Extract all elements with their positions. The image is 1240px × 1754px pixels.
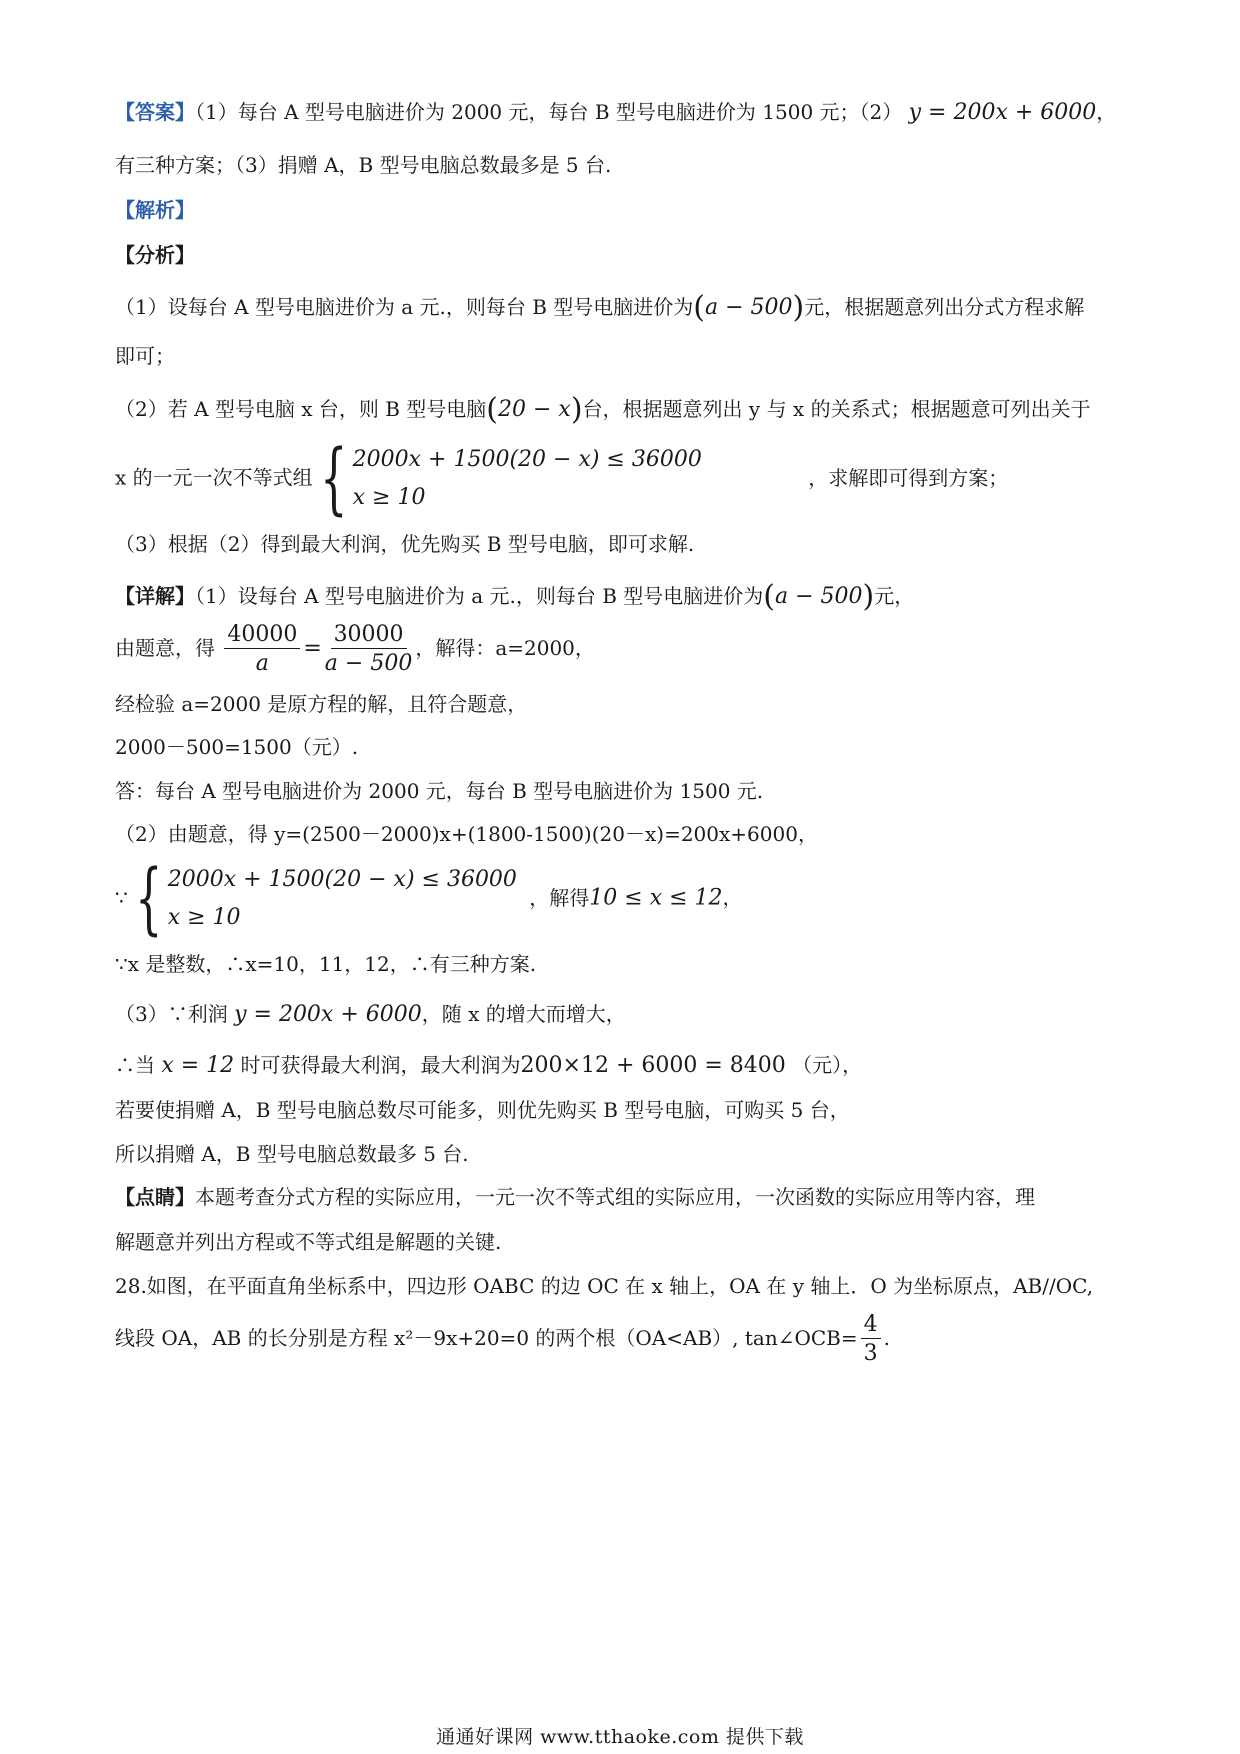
detail-s4: 2000－500=1500（元）. — [115, 735, 359, 759]
paren-close: ) — [862, 579, 875, 614]
detail-s7-tail: ， — [722, 885, 743, 910]
detail-s1-text: （1）设每台 A 型号电脑进价为 a 元.，则每台 B 型号电脑进价为 — [195, 584, 764, 608]
analysis-p1-cont: 即可； — [115, 344, 175, 368]
system-row-1: 2000x + 1500(20 − x) ≤ 36000 — [167, 867, 517, 892]
detail-s3: 经检验 a=2000 是原方程的解，且符合题意， — [115, 692, 528, 716]
answer-equation: y = 200x + 6000 — [908, 100, 1097, 125]
problem-28-line-1: 28.如图，在平面直角坐标系中，四边形 OABC 的边 OC 在 x 轴上，OA 在 y 轴上．O 为坐标原点，AB//OC, — [115, 1274, 1094, 1298]
brace-symbol: { — [135, 854, 163, 944]
analysis-p2-text: （2）若 A 型号电脑 x 台，则 B 型号电脑 — [115, 397, 487, 421]
comment-text-1: 本题考查分式方程的实际应用，一元一次不等式组的实际应用，一次函数的实际应用等内容，理 — [195, 1185, 1035, 1209]
system-row-2: x ≥ 10 — [167, 905, 241, 930]
analysis-subtag: 【分析】 — [115, 243, 195, 267]
paren-close: ) — [792, 290, 805, 325]
detail-s11: 若要使捐赠 A，B 型号电脑总数尽可能多，则优先购买 B 型号电脑，可购买 5 台， — [115, 1098, 850, 1122]
analysis-system-line — [115, 434, 1130, 524]
detail-s10-tail: （元）， — [792, 1053, 863, 1077]
answer-tag: 【答案】 — [115, 100, 195, 124]
fraction-4-over-3 — [861, 1312, 881, 1367]
detail-s5: 答：每台 A 型号电脑进价为 2000 元，每台 B 型号电脑进价为 1500 元. — [115, 779, 764, 803]
detail-s9 — [115, 1002, 1130, 1028]
detail-s10 — [115, 1053, 1130, 1079]
fraction-numerator: 4 — [861, 1312, 881, 1339]
paren-open: ( — [486, 392, 499, 427]
fraction-denominator: a − 500 — [324, 651, 413, 677]
analysis-p1-text: （1）设每台 A 型号电脑进价为 a 元.，则每台 B 型号电脑进价为 — [115, 295, 694, 319]
because-symbol: ∵ — [115, 885, 128, 910]
comment-tag: 【点睛】 — [115, 1185, 195, 1209]
comment-line-2: 解题意并列出方程或不等式组是解题的关键. — [115, 1230, 502, 1254]
detail-s12: 所以捐赠 A，B 型号电脑总数最多 5 台. — [115, 1142, 469, 1166]
answer-text-1: （1）每台 A 型号电脑进价为 2000 元，每台 B 型号电脑进价为 1500 元；（2） — [195, 100, 903, 124]
paren-open: ( — [763, 579, 776, 614]
detail-s7-inequality: 10 ≤ x ≤ 12 — [589, 885, 723, 911]
detail-s2 — [115, 622, 1130, 677]
detail-s10-eq1: x = 12 — [161, 1053, 235, 1078]
fraction-numerator: 40000 — [224, 622, 300, 649]
paren-close: ) — [570, 392, 583, 427]
detail-s1 — [115, 579, 1130, 615]
analysis-p2-text-b: 台，根据题意列出 y 与 x 的关系式；根据题意可列出关于 — [582, 397, 1091, 421]
fraction-40000-over-a — [224, 622, 300, 677]
detail-s1-tail: 元， — [874, 584, 915, 608]
answer-line-2: 有三种方案；（3）捐赠 A，B 型号电脑总数最多是 5 台. — [115, 153, 612, 177]
analysis-p2-expr: 20 − x — [498, 397, 571, 422]
fraction-numerator: 30000 — [331, 622, 407, 649]
analysis-p1 — [115, 290, 1130, 326]
inequality-system — [319, 434, 702, 524]
fraction-denominator: a — [255, 651, 269, 677]
detail-s1-expr: a − 500 — [775, 584, 863, 609]
answer-comma: ， — [1096, 100, 1117, 124]
detail-s9-equation: y = 200x + 6000 — [234, 1002, 422, 1027]
detail-s6: （2）由题意，得 y=(2500－2000)x+(1800-1500)(20－x)=200x+6000， — [115, 822, 818, 846]
analysis-tag: 【解析】 — [115, 198, 195, 222]
system-row-1: 2000x + 1500(20 − x) ≤ 36000 — [352, 447, 702, 472]
detail-s2-text: 由题意，得 — [115, 635, 215, 660]
fraction-30000-over-a-500 — [325, 622, 413, 677]
detail-s10-eq2: 200×12 + 6000 = 8400 — [520, 1053, 786, 1078]
analysis-p2 — [115, 392, 1130, 428]
detail-s9-tail: ，随 x 的增大而增大， — [421, 1002, 626, 1026]
detail-s9-text: （3）∵利润 — [115, 1002, 228, 1026]
detail-s2-tail: ，解得：a=2000， — [415, 635, 595, 660]
detail-s7 — [115, 854, 1130, 944]
analysis-system-intro: x 的一元一次不等式组 — [115, 465, 313, 490]
equals-sign: = — [303, 635, 322, 661]
system-row-2: x ≥ 10 — [352, 485, 426, 510]
problem-28-tail: . — [883, 1325, 890, 1350]
footer-watermark: 通通好课网 www.tthaoke.com 提供下载 — [436, 1726, 804, 1748]
fraction-denominator: 3 — [863, 1341, 878, 1367]
paren-open: ( — [693, 290, 706, 325]
detail-s10-text: ∴当 — [115, 1053, 155, 1077]
analysis-p1-text-b: 元，根据题意列出分式方程求解 — [804, 295, 1085, 319]
detail-s7-text: ，解得 — [529, 885, 590, 910]
analysis-system-tail: ，求解即可得到方案； — [808, 465, 1009, 490]
analysis-p1-expr: a − 500 — [705, 295, 793, 320]
problem-28-line-2 — [115, 1312, 1130, 1367]
detail-s8: ∵x 是整数，∴x=10，11，12，∴有三种方案. — [115, 952, 537, 976]
problem-28-text: 线段 OA，AB 的长分别是方程 x²－9x+20=0 的两个根（OA<AB）, tan∠OCB= — [115, 1325, 858, 1350]
answer-line-1 — [115, 100, 1130, 126]
detail-tag: 【详解】 — [115, 584, 195, 608]
inequality-system — [134, 854, 517, 944]
analysis-p3: （3）根据（2）得到最大利润，优先购买 B 型号电脑，即可求解. — [115, 532, 695, 556]
comment-line-1 — [115, 1185, 1130, 1209]
brace-symbol: { — [320, 434, 348, 524]
detail-s10-text-b: 时可获得最大利润，最大利润为 — [240, 1053, 521, 1077]
